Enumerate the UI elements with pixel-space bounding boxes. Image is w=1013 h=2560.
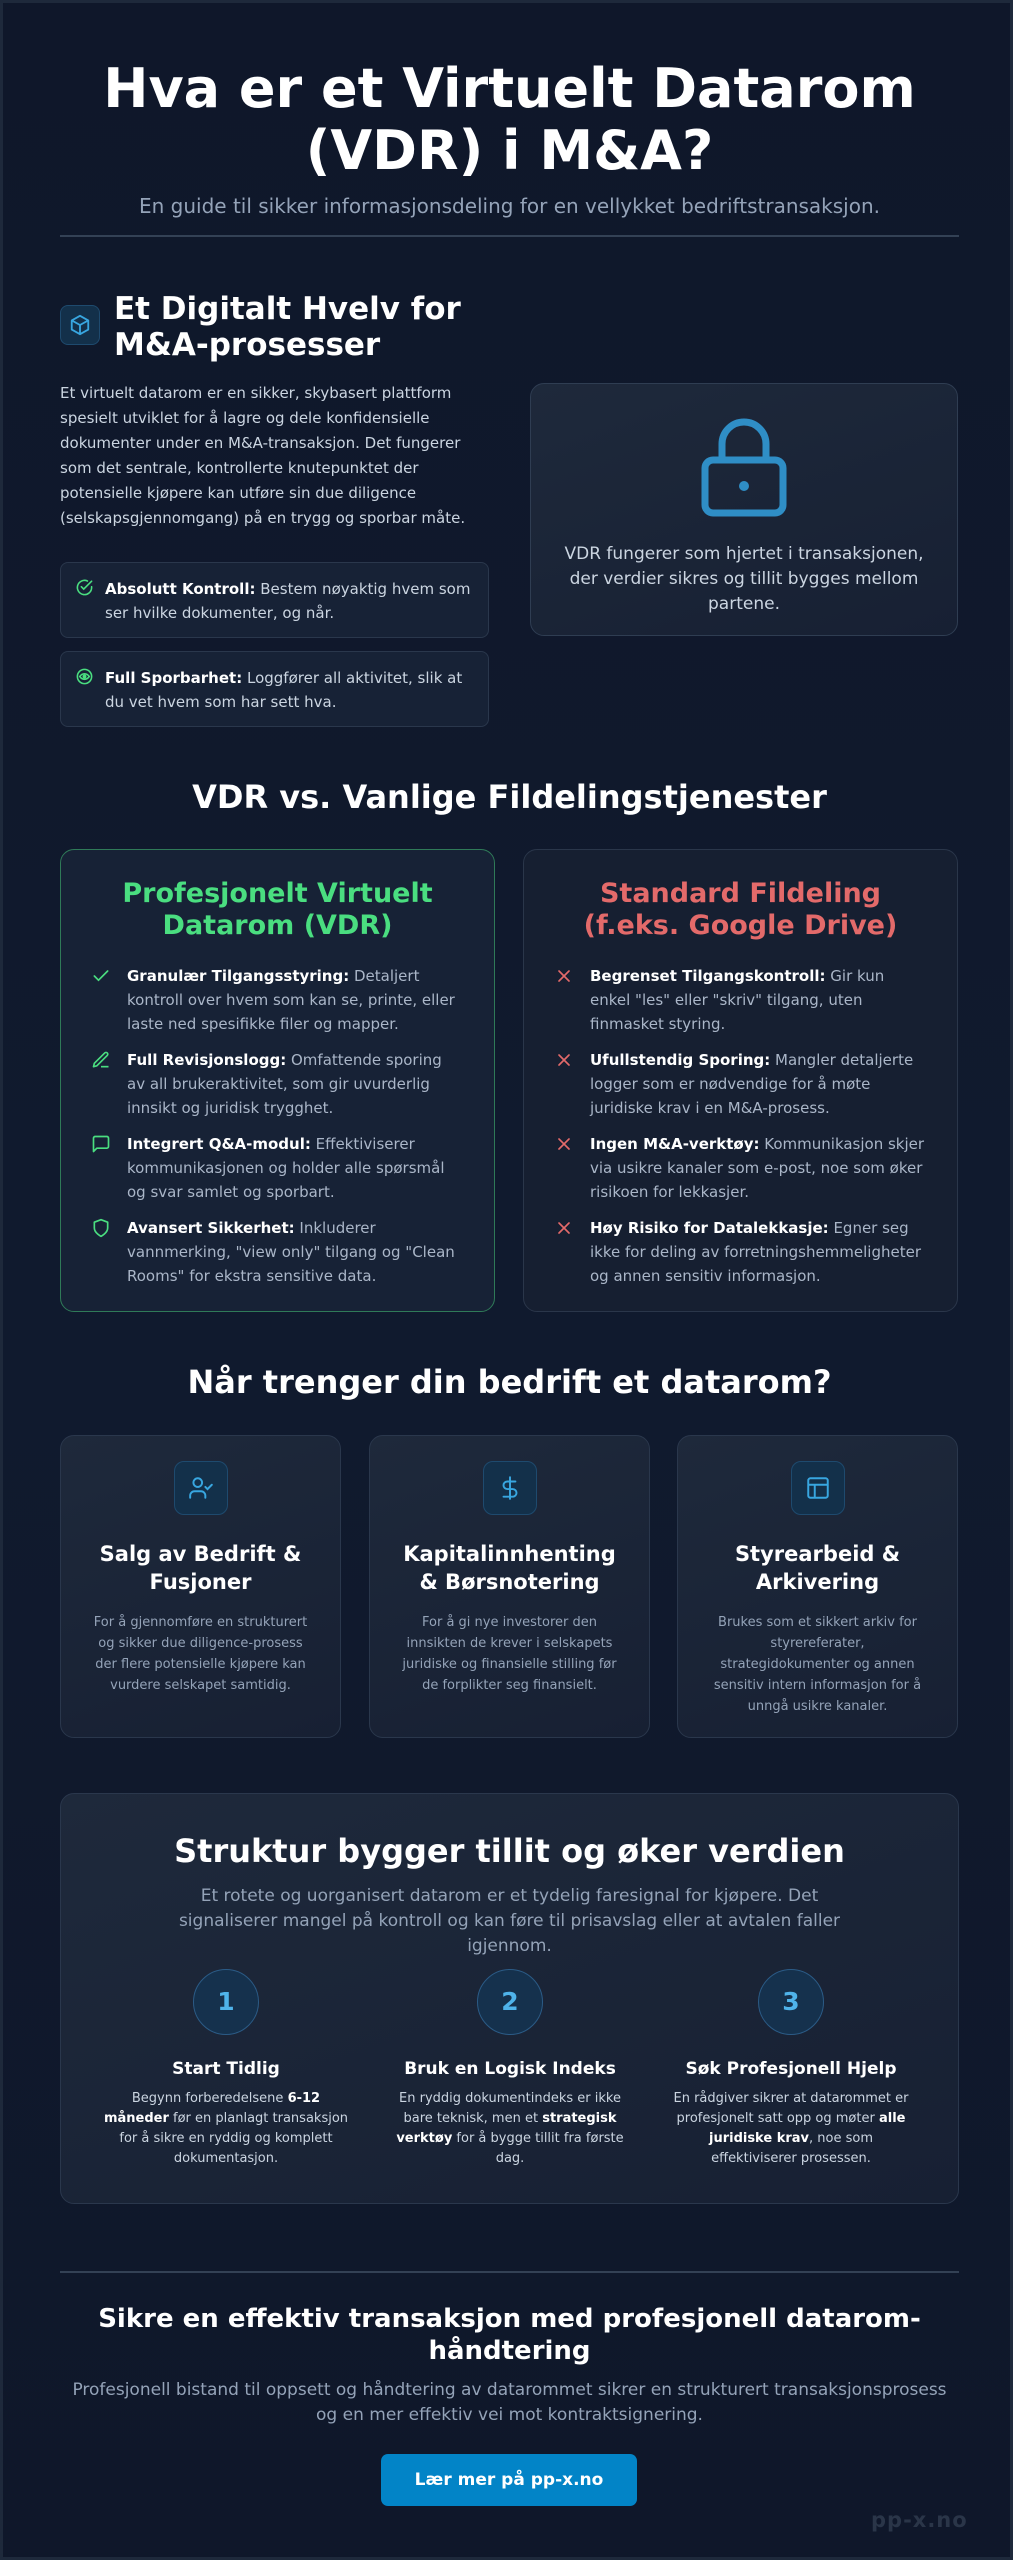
list-item: [91, 964, 464, 1036]
hero: [60, 58, 959, 218]
item-text: Inkluderer vannmerking, "view only" tilgang og "Clean Rooms" for ekstra sensitive data.: [127, 1219, 455, 1285]
item-title: Avansert Sikkerhet:: [127, 1219, 295, 1237]
usecase-text: For å gjennomføre en strukturert og sikker due diligence-prosess der flere potensielle kjøpere kan vurdere selskapet samtidig.: [93, 1615, 308, 1693]
usecases-title: Når trenger din bedrift et datarom?: [187, 1363, 832, 1401]
feature-title: Absolutt Kontroll:: [105, 580, 256, 598]
item-title: Granulær Tilgangsstyring:: [127, 967, 350, 985]
chat-icon: [91, 1134, 111, 1161]
structure-lead: Et rotete og uorganisert datarom er et tydelig faresignal for kjøpere. Det signaliserer mangel på kontroll og kan føre til prisavslag eller at avtalen faller igjennom.: [178, 1886, 841, 1956]
x-icon: [554, 966, 574, 993]
cta-text: Profesjonell bistand til oppsett og håndtering av datarommet sikrer en strukturert transaksjonsprosess og en mer effektiv vei mot kontraktsignering.: [72, 2380, 947, 2425]
list-item: [554, 1132, 927, 1204]
feature-text: Bestem nøyaktig hvem som ser hvilke dokumenter, og når.: [105, 580, 471, 622]
page-title-line-1: Hva er et Virtuelt Datarom: [103, 57, 916, 120]
usecase-text: Brukes som et sikkert arkiv for styrereferater, strategidokumenter og annen sensitiv intern informasjon for å unngå usikre kanaler.: [713, 1615, 922, 1714]
item-text: Effektiviserer kommunikasjonen og holder alle spørsmål og svar samlet og sporbart.: [127, 1135, 445, 1201]
item-text: Omfattende sporing av all brukeraktivitet, som gir uvurderlig innsikt og juridisk trygghet.: [127, 1051, 442, 1117]
list-item: [91, 1216, 464, 1288]
list-item: [91, 1132, 464, 1204]
step-number: 1: [193, 1969, 259, 2035]
step-number: 2: [477, 1969, 543, 2035]
page-title: [60, 58, 959, 182]
feature-title: Full Sporbarhet:: [105, 669, 243, 687]
usecase-card-board: [677, 1435, 958, 1738]
item-title: Ufullstendig Sporing:: [590, 1051, 771, 1069]
x-icon: [554, 1134, 574, 1161]
usecase-title: Salg av Bedrift & Fusjoner: [99, 1542, 302, 1594]
list-item: [554, 964, 927, 1036]
step-text: En rådgiver sikrer at datarommet er profesjonelt satt opp og møter alle juridiske krav, noe som effektiviserer prosessen.: [673, 2091, 909, 2166]
cta-title: Sikre en effektiv transaksjon med profesjonell dataromhåndtering: [98, 2304, 921, 2366]
step-2: [385, 1969, 635, 2169]
item-text: Detaljert kontroll over hvem som kan se, printe, eller laste ned spesifikke filer og mapper.: [127, 967, 455, 1033]
dollar-icon: [483, 1461, 537, 1515]
step-title: Start Tidlig: [172, 2059, 280, 2079]
step-text: Begynn forberedelsene 6-12 måneder før en planlagt transaksjon for å sikre en ryddig og komplett dokumentasjon.: [103, 2091, 349, 2166]
intro-body: Et virtuelt datarom er en sikker, skybasert plattform spesielt utviklet for å lagre og dele konfidensielle dokumenter under en M&A-transaksjon. Det fungerer som det sentrale, kontrollerte knutepunktet der potensielle kjøpere kan utføre sin due diligence (selskapsgjennomgang) på en trygg og sporbar måte.: [60, 384, 466, 527]
page-subtitle: En guide til sikker informasjonsdeling for en vellykket bedriftstransaksjon.: [138, 194, 880, 218]
step-text: En ryddig dokumentindeks er ikke bare teknisk, men et strategisk verktøy for å bygge tillit fra første dag.: [396, 2091, 624, 2166]
check-icon: [91, 966, 111, 993]
feature-text: Loggfører all aktivitet, slik at du vet hvem som har sett hva.: [105, 669, 463, 711]
usecase-card-sale: [60, 1435, 341, 1738]
usecase-title: Kapitalinnhenting & Børsnotering: [403, 1542, 616, 1594]
list-item: [91, 1048, 464, 1120]
lock-card-caption: VDR fungerer som hjertet i transaksjonen, der verdier sikres og tillit bygges mellom partene.: [564, 544, 924, 614]
intro-header: [60, 291, 480, 363]
list-item: [554, 1216, 927, 1288]
item-text: Egner seg ikke for deling av forretningshemmeligheter og annen sensitiv informasjon.: [590, 1219, 921, 1285]
step-3: [666, 1969, 916, 2169]
x-icon: [554, 1218, 574, 1245]
watermark: pp-x.no: [871, 2508, 968, 2532]
user-check-icon: [174, 1461, 228, 1515]
divider: [60, 235, 959, 237]
intro-title: Et Digitalt Hvelv for M&A-prosesser: [114, 291, 461, 363]
shield-icon: [91, 1218, 111, 1245]
structure-card: [60, 1793, 959, 2204]
feature-card-tracking: [60, 651, 489, 727]
item-title: Høy Risiko for Datalekkasje:: [590, 1219, 829, 1237]
page-title-line-2: (VDR) i M&A?: [305, 119, 714, 182]
layout-icon: [791, 1461, 845, 1515]
standard-card: [523, 849, 958, 1312]
vdr-card: [60, 849, 495, 1312]
item-title: Full Revisjonslogg:: [127, 1051, 287, 1069]
standard-card-title: Standard Fildeling (f.eks. Google Drive): [583, 878, 898, 941]
usecase-text: For å gi nye investorer den innsikten de krever i selskapets juridiske og finansielle stilling før de forplikter seg finansielt.: [402, 1615, 617, 1693]
learn-more-button[interactable]: Lær mer på pp-x.no: [381, 2454, 637, 2506]
eye-icon: [75, 667, 94, 693]
pencil-icon: [91, 1050, 111, 1077]
divider: [60, 2271, 959, 2273]
item-text: Kommunikasjon skjer via usikre kanaler som e-post, noe som øker risikoen for lekkasjer.: [590, 1135, 925, 1201]
structure-title: Struktur bygger tillit og øker verdien: [174, 1832, 845, 1870]
step-title: Søk Profesjonell Hjelp: [685, 2059, 897, 2079]
comparison-title: VDR vs. Vanlige Fildelingstjenester: [192, 778, 827, 816]
list-item: [554, 1048, 927, 1120]
usecase-card-capital: [369, 1435, 650, 1738]
step-title: Bruk en Logisk Indeks: [404, 2059, 616, 2079]
usecase-title: Styrearbeid & Arkivering: [734, 1542, 901, 1594]
lock-icon: [696, 414, 792, 518]
item-title: Begrenset Tilgangskontroll:: [590, 967, 826, 985]
feature-card-control: [60, 562, 489, 638]
vdr-card-title: Profesjonelt Virtuelt Datarom (VDR): [122, 878, 433, 941]
lock-card: [530, 383, 958, 636]
item-text: Mangler detaljerte logger som er nødvendige for å møte juridiske krav i en M&A-prosess.: [590, 1051, 914, 1117]
step-1: [101, 1969, 351, 2169]
cube-icon: [60, 305, 100, 345]
item-title: Integrert Q&A-modul:: [127, 1135, 311, 1153]
item-title: Ingen M&A-verktøy:: [590, 1135, 760, 1153]
check-circle-icon: [75, 578, 94, 604]
step-number: 3: [758, 1969, 824, 2035]
x-icon: [554, 1050, 574, 1077]
item-text: Gir kun enkel "les" eller "skriv" tilgang, uten finmasket styring.: [590, 967, 885, 1033]
